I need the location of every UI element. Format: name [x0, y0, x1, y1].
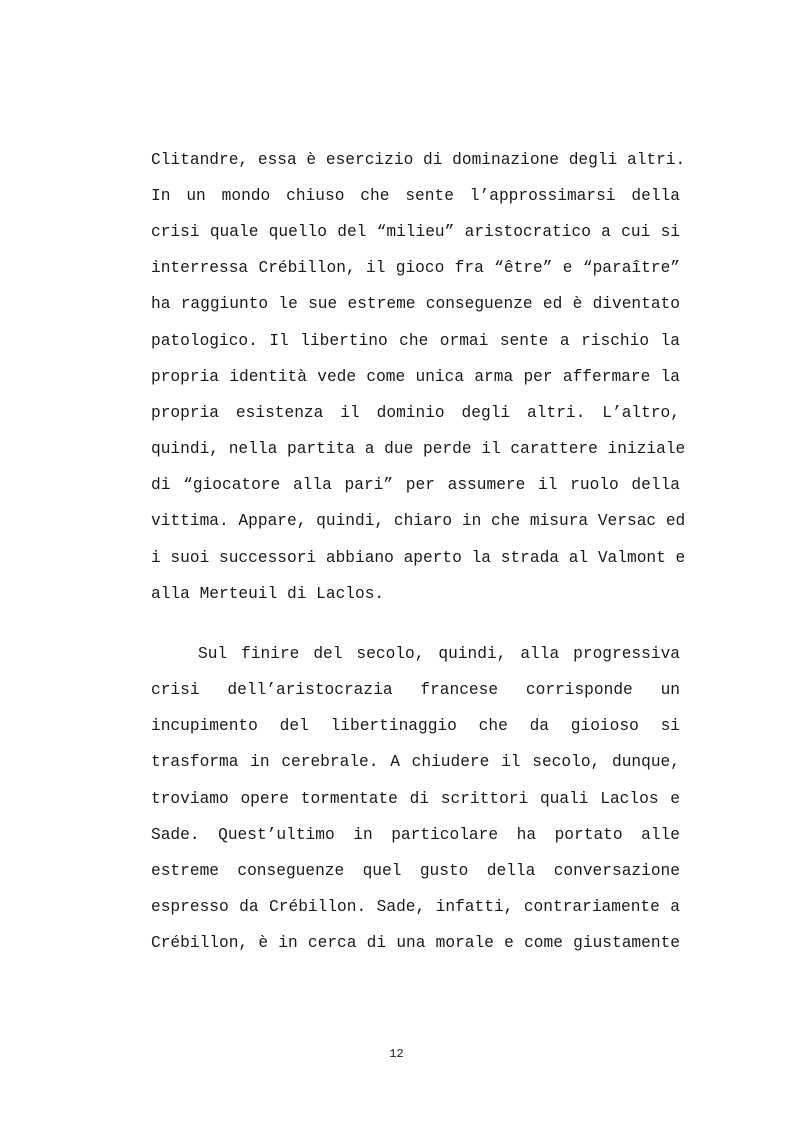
paragraph-2-line: Sul finire del secolo, quindi, alla progressiva: [198, 645, 680, 663]
paragraph-2-line: estreme conseguenze quel gusto della conversazione: [151, 862, 680, 880]
paragraph-1-line: di “giocatore alla pari” per assumere il ruolo della: [151, 476, 680, 494]
paragraph-2-line: incupimento del libertinaggio che da gioioso si: [151, 717, 680, 735]
paragraph-1-line: interressa Crébillon, il gioco fra “être” e “paraître”: [151, 259, 680, 277]
paragraph-2-line: Crébillon, è in cerca di una morale e come giustamente: [151, 934, 680, 952]
paragraph-2-line: espresso da Crébillon. Sade, infatti, contrariamente a: [151, 898, 680, 916]
paragraph-2-line: crisi dell’aristocrazia francese corrisponde un: [151, 681, 680, 699]
paragraph-1-line: ha raggiunto le sue estreme conseguenze ed è diventato: [151, 295, 680, 313]
paragraph-1-line: propria identità vede come unica arma per affermare la: [151, 368, 680, 386]
paragraph-1-line: vittima. Appare, quindi, chiaro in che misura Versac ed: [151, 512, 686, 530]
paragraph-2-line: Sade. Quest’ultimo in particolare ha portato alle: [151, 826, 680, 844]
paragraph-1-line: In un mondo chiuso che sente l’approssimarsi della: [151, 187, 680, 205]
paragraph-1-line: quindi, nella partita a due perde il carattere iniziale: [151, 440, 686, 458]
page-number: 12: [389, 1047, 404, 1061]
paragraph-2-line: troviamo opere tormentate di scrittori quali Laclos e: [151, 790, 680, 808]
paragraph-1-line: Clitandre, essa è esercizio di dominazione degli altri.: [151, 151, 686, 169]
paragraph-1-line: propria esistenza il dominio degli altri. L’altro,: [151, 404, 680, 422]
paragraph-1-line: alla Merteuil di Laclos.: [151, 585, 385, 603]
paragraph-1-line: i suoi successori abbiano aperto la strada al Valmont e: [151, 549, 686, 567]
paragraph-2-line: trasforma in cerebrale. A chiudere il secolo, dunque,: [151, 753, 680, 771]
paragraph-1-line: crisi quale quello del “milieu” aristocratico a cui si: [151, 223, 680, 241]
paragraph-1-line: patologico. Il libertino che ormai sente a rischio la: [151, 332, 680, 350]
